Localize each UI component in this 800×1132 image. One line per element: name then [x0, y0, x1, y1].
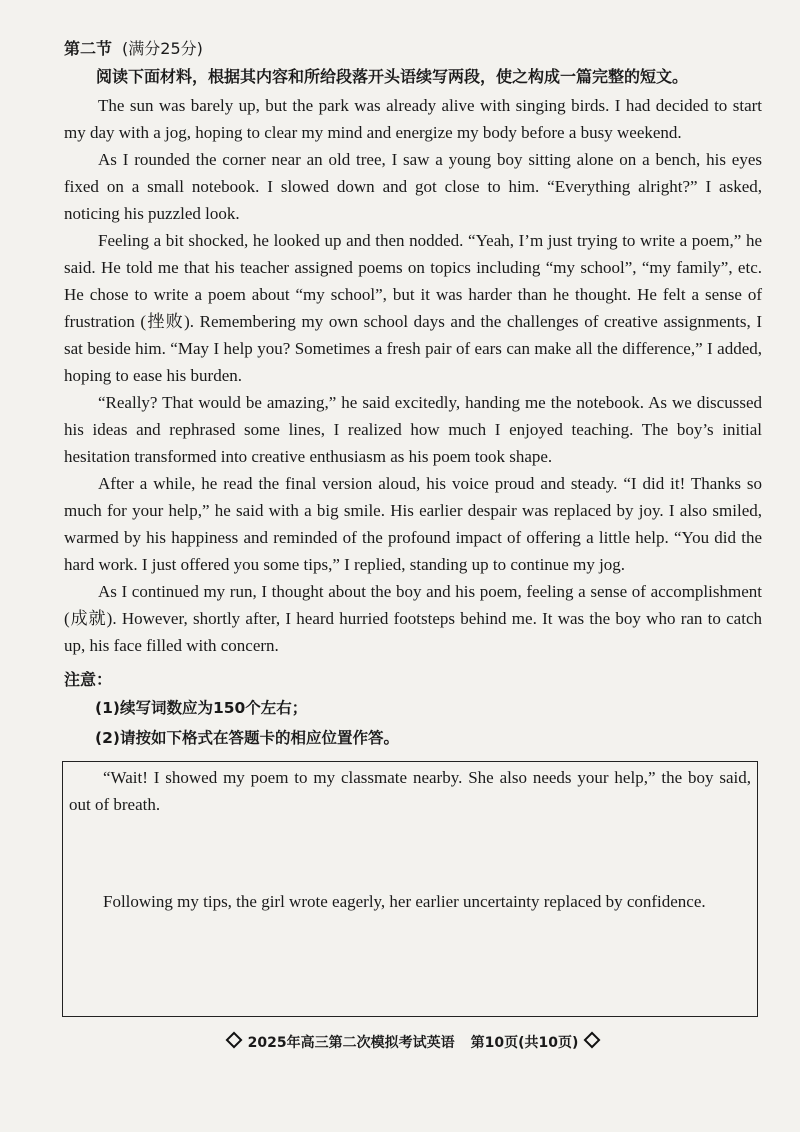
notes-title: 注意：: [64, 670, 113, 689]
instruction: 阅读下面材料，根据其内容和所给段落开头语续写两段，使之构成一篇完整的短文。: [96, 67, 689, 86]
paragraph-1: The sun was barely up, but the park was already alive with singing birds. I had decided to start my day with a jog, hoping to clear my mind and energize my body before a busy weekend.: [64, 96, 762, 142]
diamond-icon: [225, 1032, 242, 1049]
footer-page: 第10页(共10页): [470, 1035, 579, 1051]
paragraph-2: As I rounded the corner near an old tree, I saw a young boy sitting alone on a bench, his eyes fixed on a small notebook. I slowed down and got close to him. “Everything alright?” I asked, noticing his puzzled look.: [64, 150, 762, 223]
section-title: [64, 38, 762, 60]
note-item-2: (2)请按如下格式在答题卡的相应位置作答。: [95, 729, 399, 747]
paragraph-5: After a while, he read the final version aloud, his voice proud and steady. “I did it! Thanks so much for your help,” he said with a big smile. His earlier despair was replaced by joy. I also smiled, warmed by his happiness and reminded of the profound impact of offering a little help. “You did the hard work. I just offered you some tips,” I replied, standing up to continue my jog.: [64, 474, 762, 574]
paragraph-6: As I continued my run, I thought about the boy and his poem, feeling a sense of accomplishment (成就). However, shortly after, I heard hurried footsteps behind me. It was the boy who ran to catch up, his face filled with concern.: [64, 582, 762, 655]
continuation-opening-2: Following my tips, the girl wrote eagerly, her earlier uncertainty replaced by confidence.: [103, 892, 706, 911]
note-item-1: (1)续写词数应为150个左右；: [95, 699, 308, 717]
paragraph-3: Feeling a bit shocked, he looked up and then nodded. “Yeah, I’m just trying to write a poem,” he said. He told me that his teacher assigned poems on topics including “my school”, “my family”, etc. He chose to write a poem about “my school”, but it was harder than he thought. He felt a sense of frustration (挫败). Remembering my own school days and the challenges of creative assignments, I sat beside him. “May I help you? Sometimes a fresh pair of ears can make all the difference,” I added, hoping to ease his burden.: [64, 231, 762, 385]
section-name: 第二节: [64, 39, 113, 58]
page-footer: [64, 1033, 762, 1053]
footer-exam: 2025年高三第二次模拟考试英语: [247, 1035, 455, 1051]
paragraph-4: “Really? That would be amazing,” he said excitedly, handing me the notebook. As we discussed his ideas and rephrased some lines, I realized how much I enjoyed teaching. The boy’s initial hesitation transformed into creative enthusiasm as his poem took shape.: [64, 393, 762, 466]
answer-box: [62, 761, 758, 1017]
continuation-opening-1: “Wait! I showed my poem to my classmate nearby. She also needs your help,” the boy said, out of breath.: [69, 768, 751, 814]
section-score: (满分25分): [122, 39, 203, 58]
diamond-icon: [584, 1032, 601, 1049]
